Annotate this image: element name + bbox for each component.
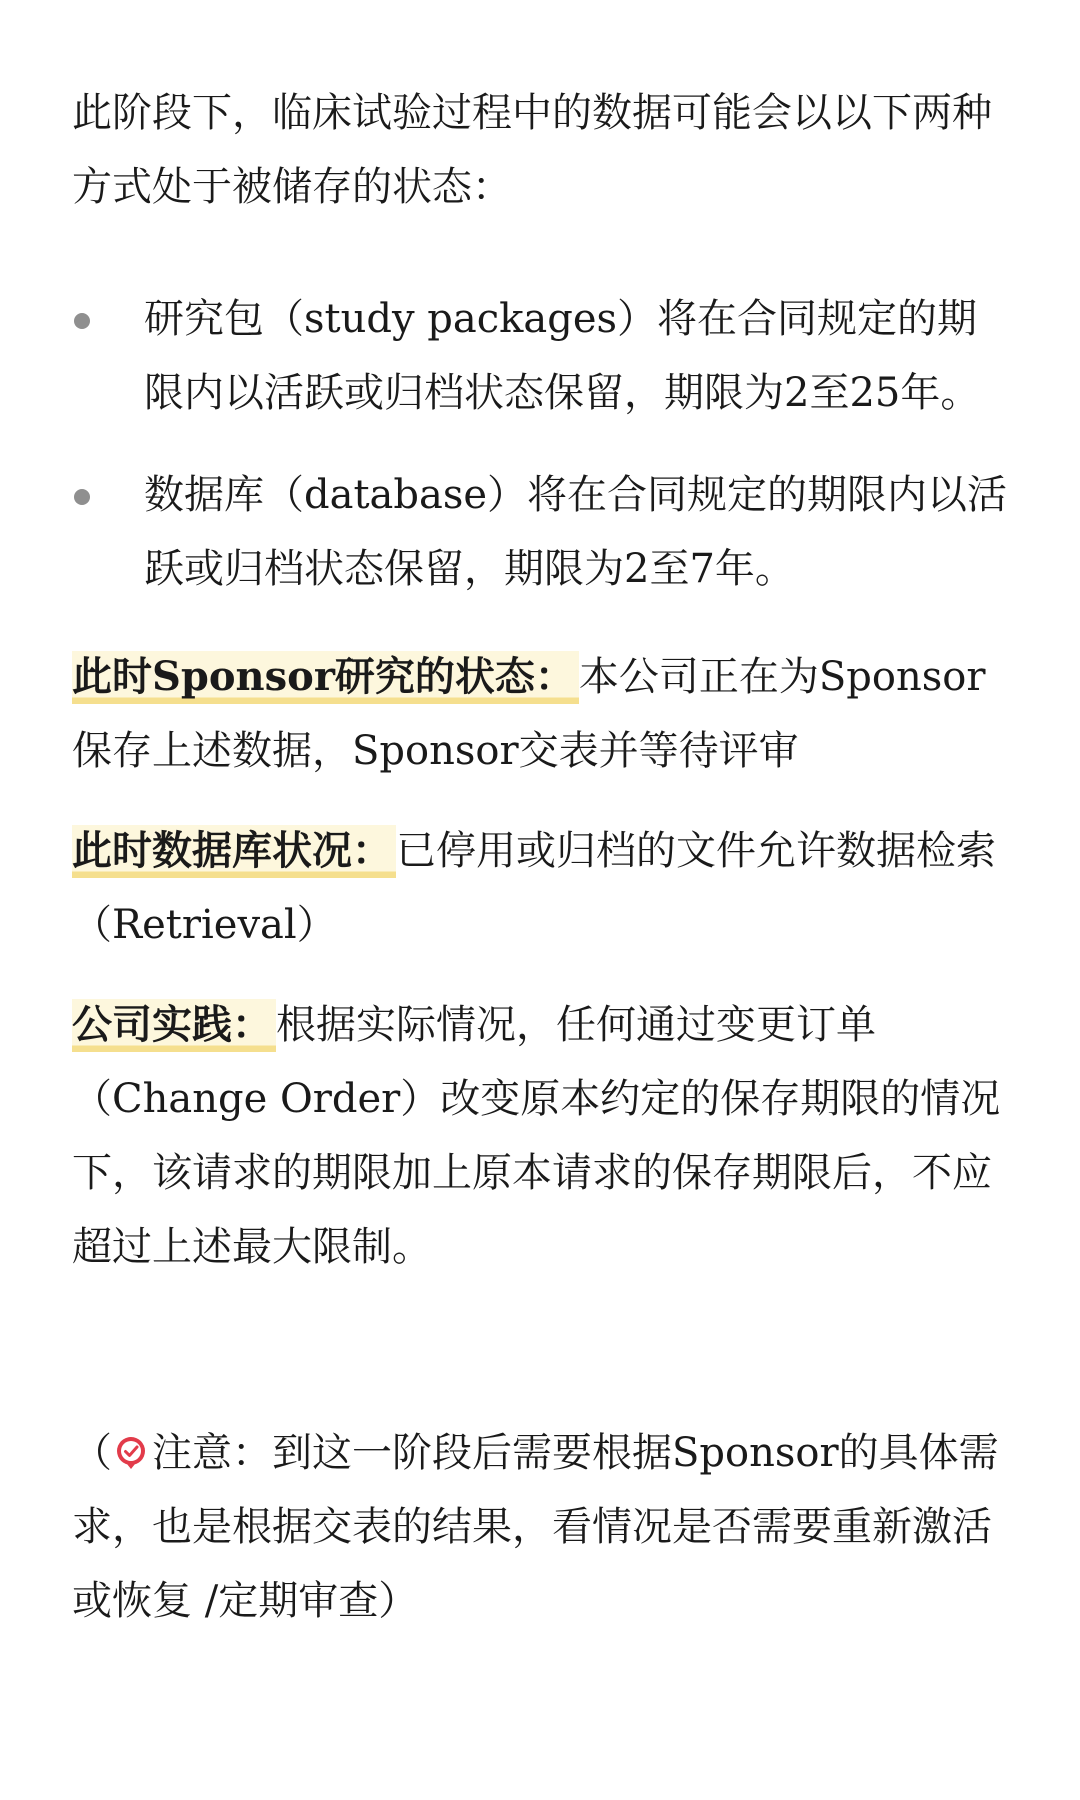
database-status-paragraph: [72, 814, 1012, 962]
database-status-label: 此时数据库状况：: [72, 825, 396, 878]
note-paragraph: [72, 1416, 1012, 1638]
article-body: [72, 0, 1012, 1638]
sponsor-status-text: 本公司正在为Sponsor保存上述数据，Sponsor交表并等待评审: [72, 654, 986, 774]
intro-paragraph: 此阶段下，临床试验过程中的数据可能会以以下两种方式处于被储存的状态：: [72, 90, 992, 210]
note-open-paren: （: [72, 1430, 112, 1476]
company-practice-text: 根据实际情况，任何通过变更订单（Change Order）改变原本约定的保存期限的情况下，该请求的期限加上原本请求的保存期限后，不应超过上述最大限制。: [72, 1002, 1001, 1270]
list-item-text: 数据库（database）将在合同规定的期限内以活跃或归档状态保留，期限为2至7年。: [144, 472, 1008, 592]
note-text: 注意：到这一阶段后需要根据Sponsor的具体需求，也是根据交表的结果，看情况是否需要重新激活或恢复 /定期审查）: [72, 1430, 999, 1624]
pin-icon: [114, 1420, 148, 1454]
bullet-dot-icon: [74, 313, 90, 329]
storage-list: [72, 282, 1012, 606]
list-item: [72, 282, 1012, 430]
company-practice-label: 公司实践：: [72, 999, 276, 1052]
company-practice-paragraph: [72, 988, 1012, 1284]
sponsor-status-paragraph: [72, 640, 1012, 788]
list-item-text: 研究包（study packages）将在合同规定的期限内以活跃或归档状态保留，期限为2至25年。: [144, 296, 981, 416]
bullet-dot-icon: [74, 489, 90, 505]
database-status-text: 已停用或归档的文件允许数据检索（Retrieval）: [72, 828, 996, 948]
sponsor-status-label: 此时Sponsor研究的状态：: [72, 651, 579, 704]
list-item: [72, 458, 1012, 606]
